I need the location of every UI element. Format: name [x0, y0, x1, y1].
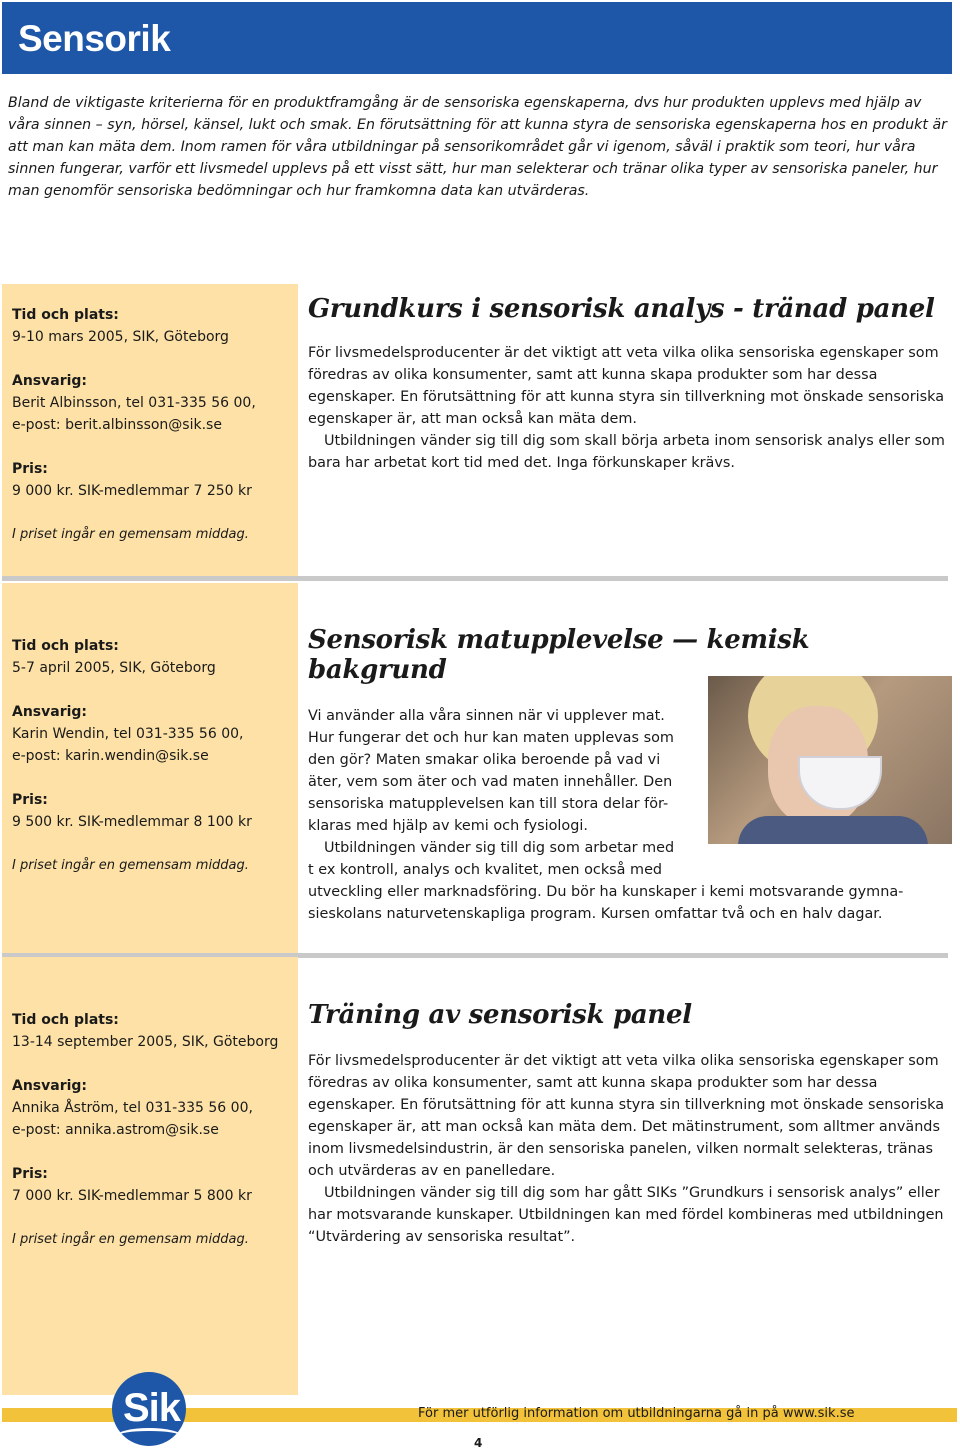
course-2-line: sieskolans naturvetenskapliga program. Kursen omfattar två och en halv dagar. — [308, 906, 883, 922]
responsible-label: Ansvarig: — [12, 1078, 88, 1094]
course-2-line: Vi använder alla våra sinnen när vi upplever mat. — [308, 708, 665, 724]
price-value: 7 000 kr. SIK-medlemmar 5 800 kr — [12, 1188, 252, 1204]
price-label: Pris: — [12, 461, 48, 477]
woman-drinking-photo — [708, 676, 952, 844]
course-3-para-2: Utbildningen vänder sig till dig som har gått SIKs ”Grundkurs i sensorisk analys” eller har motsvarande kunskaper. Utbildningen kan med fördel kombineras med utbildningen “Utvärdering av sensoriska resultat”. — [308, 1185, 944, 1245]
course-3-title: Träning av sensorisk panel — [308, 1000, 692, 1030]
course-1-title: Grundkurs i sensorisk analys - tränad panel — [308, 294, 935, 324]
email-value[interactable]: e-post: karin.wendin@sik.se — [12, 748, 209, 764]
dinner-note: I priset ingår en gemensam middag. — [12, 1232, 249, 1247]
section-divider — [2, 576, 948, 581]
course-2-line: t ex kontroll, analys och kvalitet, men också med — [308, 862, 663, 878]
email-value[interactable]: e-post: berit.albinsson@sik.se — [12, 417, 222, 433]
course-2-line: Hur fungerar det och hur kan maten upplevas som — [308, 730, 674, 746]
price-value: 9 000 kr. SIK-medlemmar 7 250 kr — [12, 483, 252, 499]
dinner-note: I priset ingår en gemensam middag. — [12, 527, 249, 542]
course-1-info-box — [2, 284, 298, 579]
responsible-label: Ansvarig: — [12, 373, 88, 389]
course-2-line: Utbildningen vänder sig till dig som arbetar med — [324, 840, 675, 856]
price-label: Pris: — [12, 1166, 48, 1182]
responsible-value: Karin Wendin, tel 031-335 56 00, — [12, 726, 244, 742]
course-2-info-box — [2, 583, 298, 953]
time-place-label: Tid och plats: — [12, 1012, 119, 1028]
course-2-line: den gör? Maten smakar olika beroende på vad vi — [308, 752, 661, 768]
course-2-line: utveckling eller marknadsföring. Du bör ha kunskaper i kemi motsvarande gymna- — [308, 884, 904, 900]
responsible-value: Berit Albinsson, tel 031-335 56 00, — [12, 395, 256, 411]
responsible-label: Ansvarig: — [12, 704, 88, 720]
time-place-value: 9-10 mars 2005, SIK, Göteborg — [12, 329, 229, 345]
course-1-para-1: För livsmedelsproducenter är det viktigt att veta vilka olika sensoriska egenskaper som föredras av olika konsumenter, samt att kunna skapa produkter som har dessa egenskaper. En förutsättning för att kunna styra sin tillverkning mot önskade sensoriska egenskaper är, att man också kan mäta dem. — [308, 345, 945, 427]
price-value: 9 500 kr. SIK-medlemmar 8 100 kr — [12, 814, 252, 830]
dinner-note: I priset ingår en gemensam middag. — [12, 858, 249, 873]
page-title: Sensorik — [18, 18, 171, 59]
time-place-label: Tid och plats: — [12, 638, 119, 654]
course-2-line: sensoriska matupplevelsen kan till stora delar för- — [308, 796, 669, 812]
time-place-value: 5-7 april 2005, SIK, Göteborg — [12, 660, 216, 676]
course-1 — [308, 294, 948, 474]
time-place-label: Tid och plats: — [12, 307, 119, 323]
page-header — [2, 2, 952, 74]
page-number: 4 — [474, 1436, 483, 1450]
course-2-line: klaras med hjälp av kemi och fysiologi. — [308, 818, 588, 834]
course-3-info-box — [2, 957, 298, 1395]
course-2-line: äter, vem som äter och vad maten innehåller. Den — [308, 774, 673, 790]
course-1-para-2: Utbildningen vänder sig till dig som skall börja arbeta inom sensorisk analys eller som bara har arbetat kort tid med det. Inga förkunskaper krävs. — [308, 433, 945, 471]
time-place-value: 13-14 september 2005, SIK, Göteborg — [12, 1034, 279, 1050]
course-3 — [308, 1000, 948, 1248]
sik-logo — [112, 1372, 186, 1446]
responsible-value: Annika Åström, tel 031-335 56 00, — [12, 1100, 253, 1116]
email-value[interactable]: e-post: annika.astrom@sik.se — [12, 1122, 219, 1138]
price-label: Pris: — [12, 792, 48, 808]
course-2-title: Sensorisk matupplevelse — kemisk bakgrund — [308, 625, 810, 685]
intro-text: Bland de viktigaste kriterierna för en produktframgång är de sensoriska egenskaperna, dvs hur produkten upplevs med hjälp av våra sinnen – syn, hörsel, känsel, lukt och smak. En förutsättning för att kunna styra de sensoriska egenskaperna hos en produkt är att man kan mäta dem. Inom ramen för våra utbildningar på sensorikområdet går vi igenom, såväl i praktik som teori, hur våra sinnen fungerar, varför ett livsmedel upplevs på ett visst sätt, hur man selekterar och tränar olika typer av sensoriska paneler, hur man genomför sensoriska bedömningar och hur framkomna data kan utvärderas. — [8, 95, 947, 199]
course-3-para-1: För livsmedelsproducenter är det viktigt att veta vilka olika sensoriska egenskaper som föredras av olika konsumenter, samt att kunna skapa produkter som har dessa egenskaper. En förutsättning för att kunna styra sin tillverkning mot önskade sensoriska egenskaper är, att man också kan mäta dem. Det mätinstrument, som alltmer används inom livsmedelsindustrin, är den sensoriska panelen, vilken normalt selekteras, tränas och utvärderas av en panelledare. — [308, 1053, 945, 1179]
logo-text: Sik — [123, 1386, 181, 1430]
footer-info-link[interactable]: För mer utförlig information om utbildningarna gå in på www.sik.se — [418, 1406, 855, 1421]
